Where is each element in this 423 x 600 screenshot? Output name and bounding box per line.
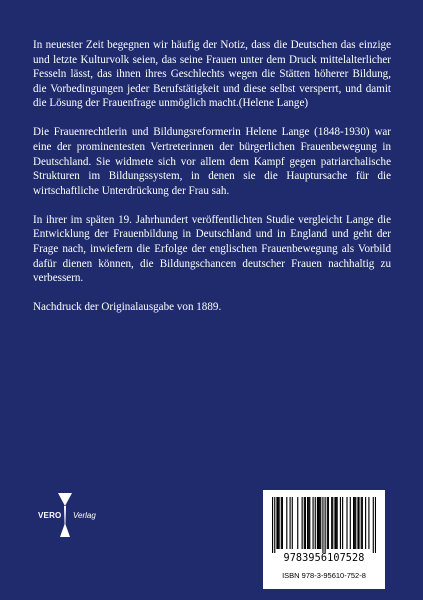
blurb-text: [33, 38, 391, 329]
barcode-bar: [302, 497, 303, 549]
barcode-bar: [292, 497, 293, 549]
barcode-bar: [375, 497, 376, 553]
blurb-author-paragraph: Die Frauenrechtlerin und Bildungsreformerin Helene Lange (1848-1930) war eine der prominentesten Vertreterinnen der bürgerlichen Frauenbewegung in Deutschland. Sie widmete sich vor allem dem Kampf gegen patriarchalische Strukturen im Bildungssystem, in denen sie die Hauptursache für die wirtschaftliche Unterdrückung der Frau sah.: [33, 126, 391, 197]
barcode-bar: [279, 497, 280, 549]
barcode-bar: [357, 497, 358, 549]
barcode-bar: [327, 497, 328, 549]
barcode-bar: [332, 497, 333, 549]
barcode-bar: [277, 497, 278, 549]
barcode-bar: [281, 497, 282, 549]
barcode-bar: [337, 497, 338, 549]
barcode-bar: [286, 497, 287, 549]
isbn-number: ISBN 978-3-95610-752-8: [282, 571, 366, 580]
blurb-reprint-note: Nachdruck der Originalausgabe von 1889.: [33, 301, 222, 314]
publisher-logo-vero: VERO: [38, 511, 62, 520]
barcode-bar: [353, 497, 354, 549]
isbn-barcode-box: [263, 490, 385, 589]
barcode-bar: [340, 497, 341, 549]
barcode-bar: [317, 497, 318, 549]
blurb-study-paragraph: In ihrer im späten 19. Jahrhundert veröffentlichten Studie vergleicht Lange die Entwicklung der Frauenbildung in Deutschland und in England und geht der Frage nach, inwiefern die Erfolge der englischen Frauenbewegung als Vorbild dafür dienen können, die Bildungschancen deutscher Frauen nachhaltig zu verbessern.: [33, 213, 391, 285]
barcode-bar: [309, 497, 310, 549]
barcode-bar: [331, 497, 332, 549]
publisher-logo-verlag: Verlag: [73, 511, 96, 520]
barcode-bar: [297, 497, 298, 549]
barcode-bar: [350, 497, 351, 549]
barcode-bar: [272, 497, 273, 553]
barcode-bar: [365, 497, 366, 549]
barcode-bar: [342, 497, 343, 549]
barcode-bar: [313, 497, 314, 549]
barcode-bar: [315, 497, 316, 549]
barcode-bar: [358, 497, 359, 549]
barcode-icon: [272, 497, 376, 553]
barcode-digits: 9783956107528: [283, 553, 365, 564]
barcode-bar: [304, 497, 305, 549]
barcode-bar: [320, 497, 321, 549]
barcode-bar: [322, 497, 323, 553]
barcode-bar: [274, 497, 275, 553]
barcode-bar: [318, 497, 319, 549]
barcode-bar: [368, 497, 369, 549]
barcode-bar: [325, 497, 326, 553]
barcode-bar: [355, 497, 356, 549]
barcode-bar: [290, 497, 291, 549]
barcode-bar: [319, 497, 320, 549]
blurb-quote-paragraph: In neuester Zeit begegnen wir häufig der Notiz, dass die Deutschen das einzige und letzte Kulturvolk seien, das seine Frauen unter dem Druck mittelalterlicher Fesseln lässt, das ihnen ihres Geschlechts wegen die Stätten höherer Bildung, die Vorbedingungen jeder Berufstätigkeit und diese selbst versperrt, und damit die Lösung der Frauenfrage unmöglich macht.(Helene Lange): [33, 39, 391, 110]
barcode-bar: [354, 497, 355, 549]
barcode-bar: [373, 497, 374, 553]
barcode-bar: [362, 497, 363, 549]
publisher-logo: [38, 493, 124, 537]
barcode-bar: [308, 497, 309, 549]
barcode-bar: [328, 497, 329, 549]
barcode-bar: [334, 497, 335, 549]
barcode-bar: [276, 497, 277, 549]
barcode-bar: [346, 497, 347, 549]
barcode-bar: [361, 497, 362, 549]
barcode-bar: [335, 497, 336, 549]
barcode-bar: [307, 497, 308, 549]
barcode-bar: [305, 497, 306, 549]
barcode-bar: [282, 497, 283, 549]
